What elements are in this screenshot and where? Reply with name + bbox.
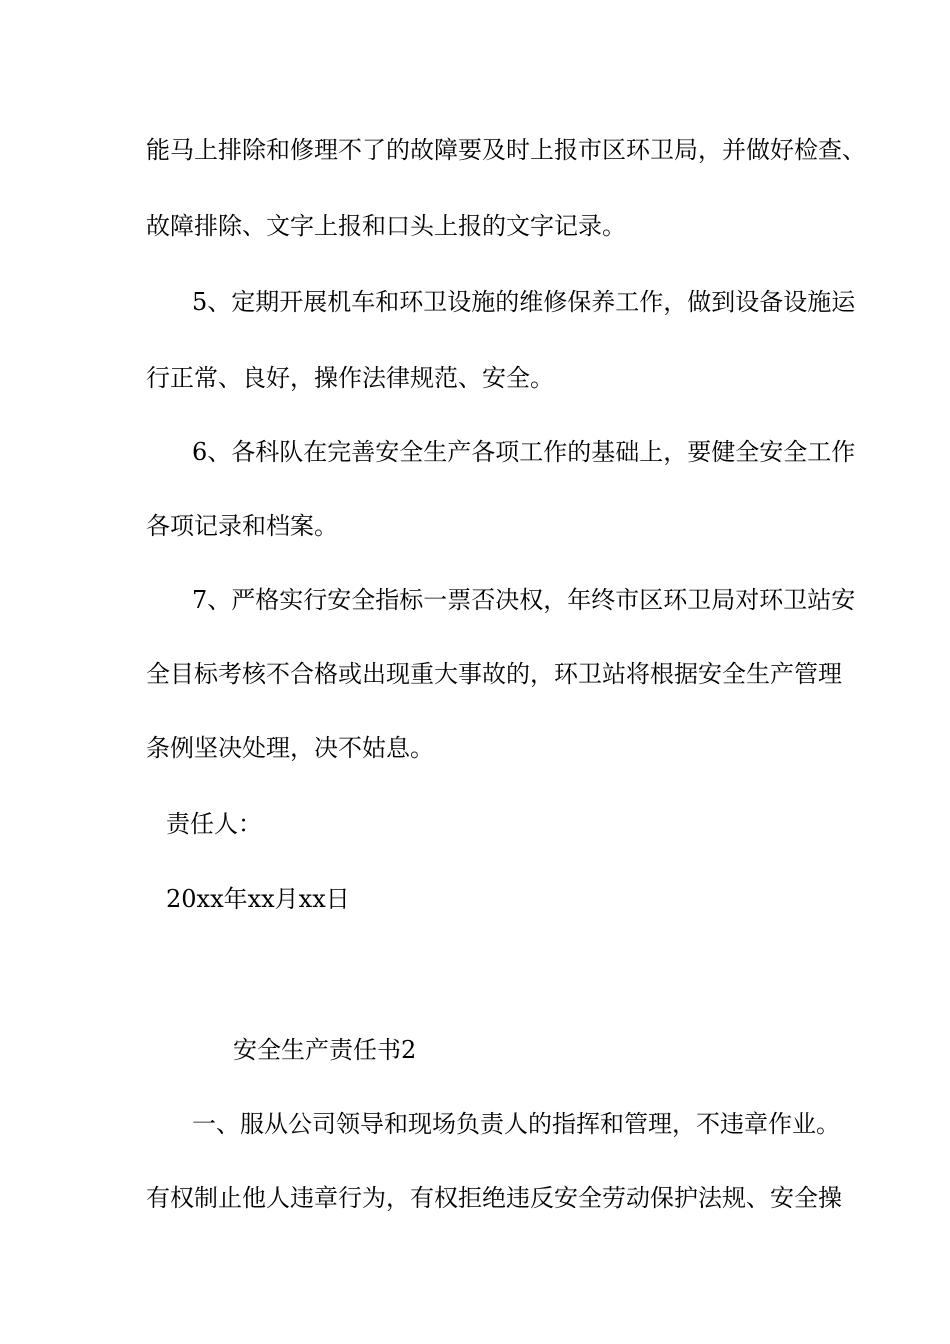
paragraph-line: 条例坚决处理，决不姑息。: [146, 734, 434, 762]
paragraph-line: 6、各科队在完善安全生产各项工作的基础上，要健全安全工作: [192, 438, 856, 466]
paragraph-line: 一、服从公司领导和现场负责人的指挥和管理，不违章作业。: [192, 1110, 840, 1138]
signature-label: 责任人：: [166, 810, 262, 838]
date-line: 20xx年xx月xx日: [166, 885, 350, 913]
paragraph-line: 有权制止他人违章行为，有权拒绝违反安全劳动保护法规、安全操: [146, 1184, 842, 1212]
paragraph-line: 全目标考核不合格或出现重大事故的，环卫站将根据安全生产管理: [146, 660, 842, 688]
paragraph-line: 7、严格实行安全指标一票否决权，年终市区环卫局对环卫站安: [192, 586, 856, 614]
paragraph-line: 能马上排除和修理不了的故障要及时上报市区环卫局，并做好检查、: [146, 136, 866, 164]
paragraph-line: 行正常、良好，操作法律规范、安全。: [146, 364, 554, 392]
section-title: 安全生产责任书2: [233, 1036, 417, 1064]
paragraph-line: 故障排除、文字上报和口头上报的文字记录。: [146, 212, 626, 240]
paragraph-line: 5、定期开展机车和环卫设施的维修保养工作，做到设备设施运: [192, 288, 856, 316]
paragraph-line: 各项记录和档案。: [146, 512, 338, 540]
